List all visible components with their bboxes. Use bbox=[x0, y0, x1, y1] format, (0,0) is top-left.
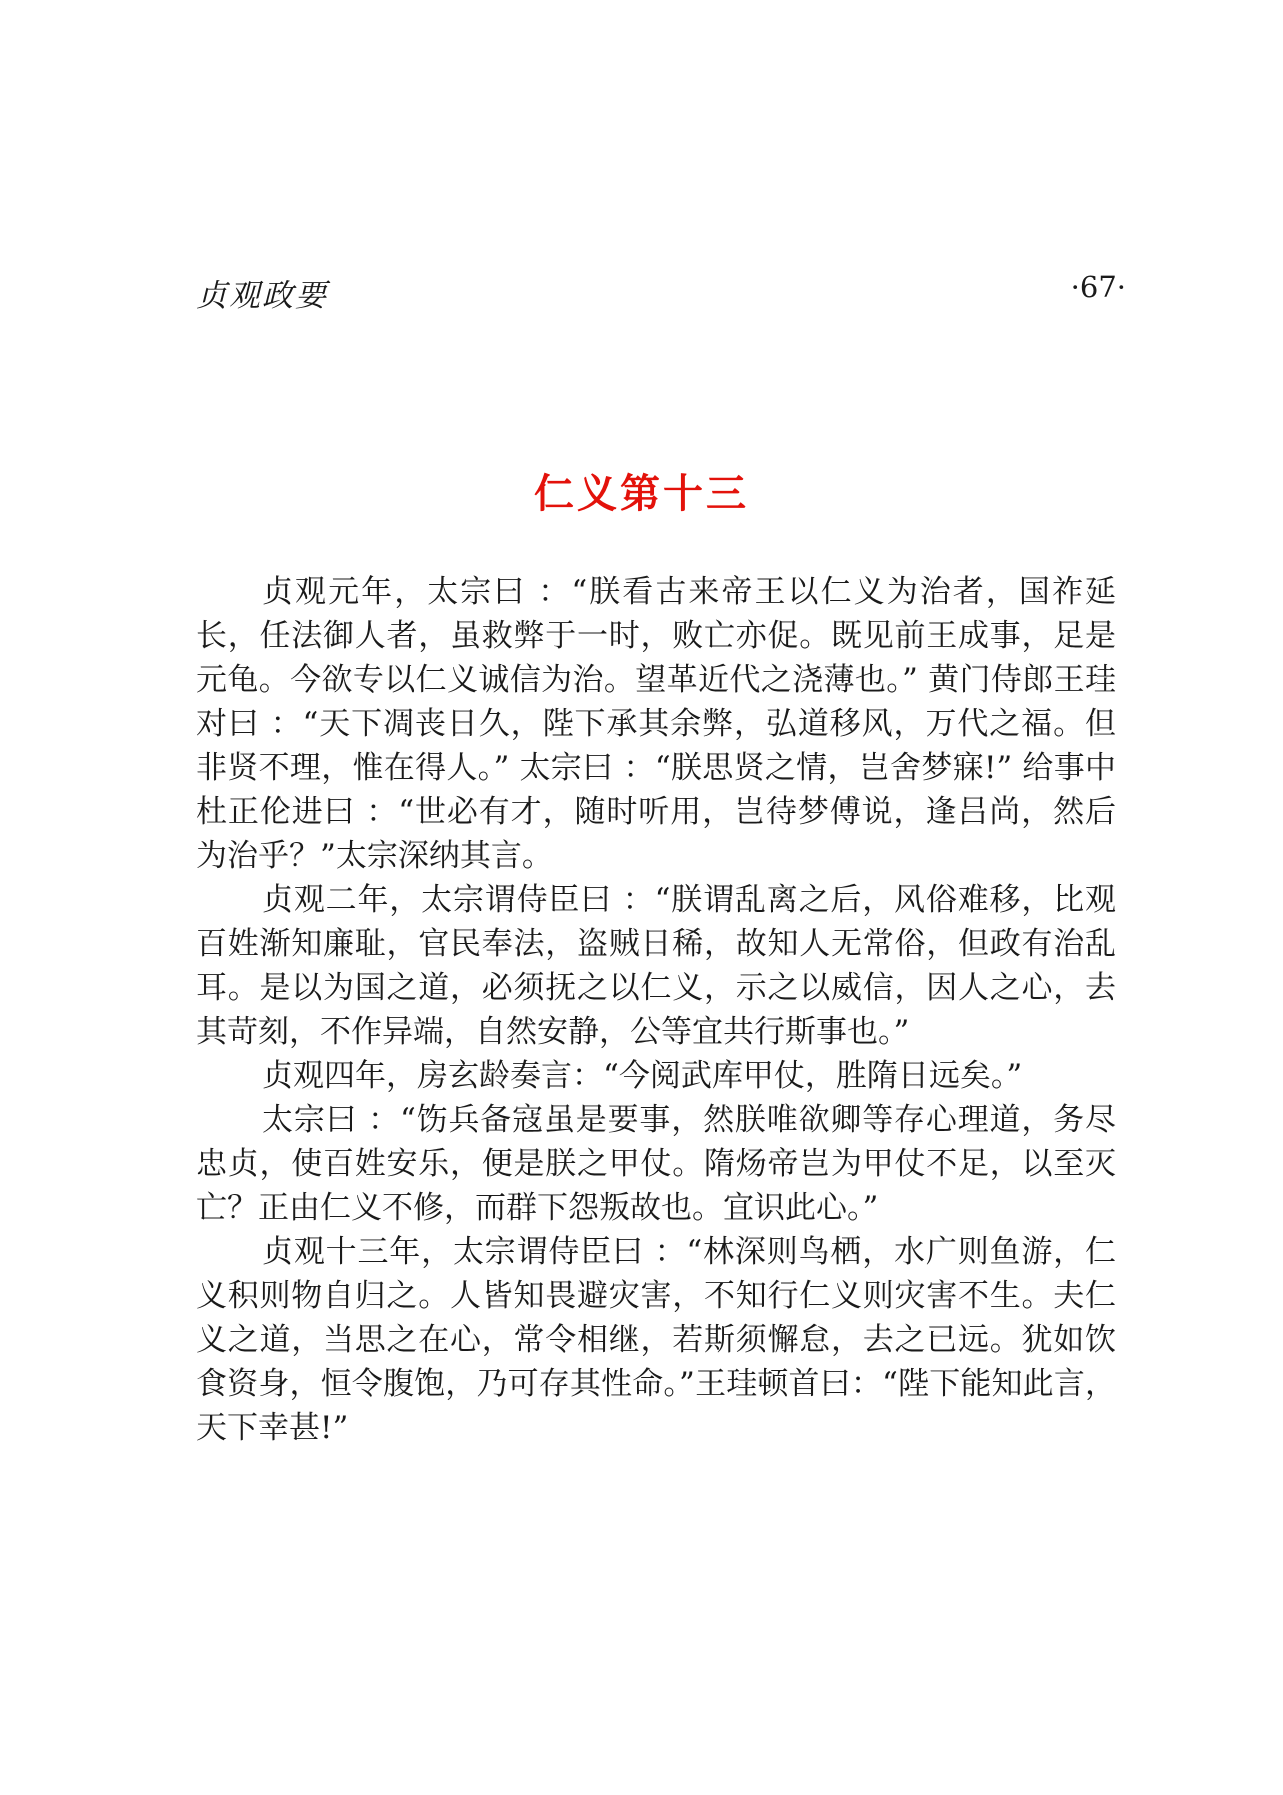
body-text bbox=[196, 570, 1116, 1450]
paragraph: 贞观四年，房玄龄奏言：“今阅武库甲仗，胜隋日远矣。” bbox=[262, 1058, 1023, 1094]
chapter-title: 仁义第十三 bbox=[534, 471, 749, 517]
paragraph: 贞观二年，太宗谓侍臣曰 ：“朕谓乱离之后，风俗难移，比观百姓渐知廉耻，官民奉法，盗贼日稀，故知人无常俗，但政有治乱耳。是以为国之道，必须抚之以仁义，示之以威信，因人之心，去其苛刻，不作异端，自然安静，公等宜共行斯事也。” bbox=[196, 882, 1116, 1050]
paragraph: 太宗曰 ：“饬兵备寇虽是要事，然朕唯欲卿等存心理道，务尽忠贞，使百姓安乐，便是朕之甲仗。隋炀帝岂为甲仗不足，以至灭亡？正由仁义不修，而群下怨叛故也。宜识此心。” bbox=[196, 1102, 1116, 1226]
book-title: 贞观政要 bbox=[196, 278, 328, 314]
page-number: ·67· bbox=[1070, 270, 1126, 304]
paragraph: 贞观十三年，太宗谓侍臣曰 ：“林深则鸟栖，水广则鱼游，仁义积则物自归之。人皆知畏避灾害，不知行仁义则灾害不生。夫仁义之道，当思之在心，常令相继，若斯须懈怠，去之已远。犹如饮食资身，恒令腹饱，乃可存其性命。”王珪顿首曰：“陛下能知此言，天下幸甚!” bbox=[196, 1234, 1116, 1446]
running-header bbox=[196, 270, 1126, 314]
paragraph: 贞观元年，太宗曰 ：“朕看古来帝王以仁义为治者，国祚延长，任法御人者，虽救弊于一时，败亡亦促。既见前王成事，足是元龟。今欲专以仁义诚信为治。望革近代之浇薄也。” 黄门侍郎王珪对曰 ：“天下凋丧日久，陛下承其余弊，弘道移风，万代之福。但非贤不理，惟在得人。” 太宗曰 ：“朕思贤之情，岂舍梦寐!” 给事中杜正伦进曰 ：“世必有才，随时听用，岂待梦傅说，逢吕尚，然后为治乎？”太宗深纳其言。 bbox=[196, 574, 1116, 874]
